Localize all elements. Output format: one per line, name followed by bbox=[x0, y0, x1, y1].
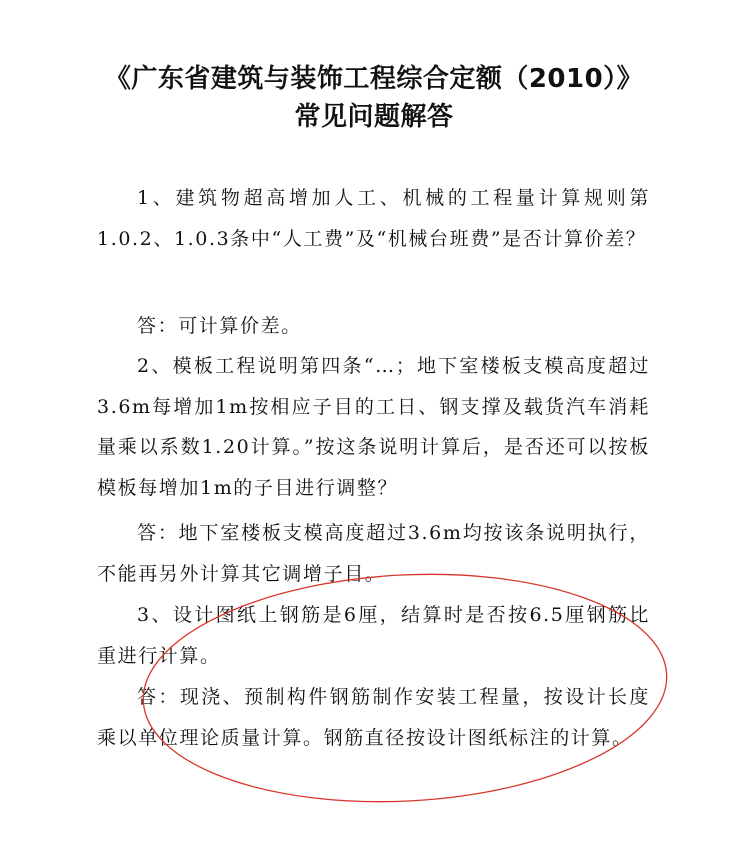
question-2: 2、模板工程说明第四条“…；地下室楼板支模高度超过3.6m每增加1m按相应子目的工日、钢支撑及载货汽车消耗量乘以系数1.20计算。”按这条说明计算后，是否还可以按板模板每增加1m的子目进行调整？ bbox=[97, 355, 650, 499]
question-3: 3、设计图纸上钢筋是6厘，结算时是否按6.5厘钢筋比重进行计算。 bbox=[97, 604, 650, 667]
document-title-line1: 《广东省建筑与装饰工程综合定额（2010）》 bbox=[104, 64, 644, 94]
answer-2: 答：地下室楼板支模高度超过3.6m均按该条说明执行，不能再另外计算其它调增子目。 bbox=[97, 522, 650, 585]
document-title-line2: 常见问题解答 bbox=[294, 102, 454, 132]
question-1: 1、建筑物超高增加人工、机械的工程量计算规则第1.0.2、1.0.3条中“人工费”及“机械台班费”是否计算价差？ bbox=[97, 187, 650, 250]
answer-1: 答：可计算价差。 bbox=[137, 315, 302, 337]
answer-3: 答：现浇、预制构件钢筋制作安装工程量，按设计长度乘以单位理论质量计算。钢筋直径按设计图纸标注的计算。 bbox=[97, 686, 650, 749]
